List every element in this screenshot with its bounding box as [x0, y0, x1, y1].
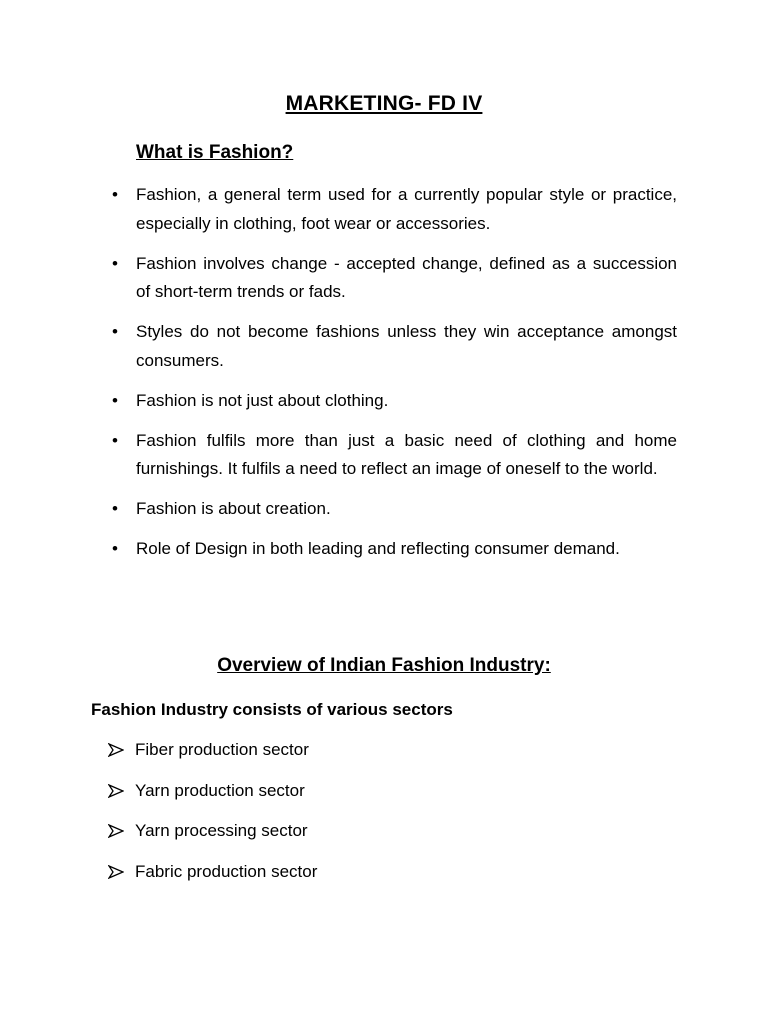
list-item	[108, 817, 317, 845]
arrow-bullet-icon	[108, 743, 124, 757]
list-item-text: Fashion involves change - accepted change, defined as a succession of short-term trends or fads.	[136, 253, 677, 301]
list-item	[112, 427, 677, 484]
list-item-text: Fabric production sector	[135, 862, 318, 882]
arrow-bullet-icon	[108, 784, 124, 798]
sectors-intro: Fashion Industry consists of various sectors	[91, 700, 453, 719]
list-item-text: Fashion fulfils more than just a basic need of clothing and home furnishings. It fulfils a need to reflect an image of oneself to the world.	[136, 430, 677, 478]
list-item	[108, 777, 317, 805]
section-heading-overview: Overview of Indian Fashion Industry:	[217, 655, 551, 676]
list-item-text: Fashion is about creation.	[136, 499, 331, 518]
list-item-text: Styles do not become fashions unless they win acceptance amongst consumers.	[136, 322, 677, 370]
bullet-dot: •	[112, 185, 118, 204]
list-item	[112, 387, 677, 416]
list-item	[112, 318, 677, 375]
list-item	[108, 858, 317, 886]
bullet-dot: •	[112, 539, 118, 558]
list-item	[108, 736, 317, 764]
list-item-text: Fashion, a general term used for a currently popular style or practice, especially in clothing, foot wear or accessories.	[136, 185, 677, 233]
bullet-dot: •	[112, 499, 118, 518]
bullet-dot: •	[112, 322, 118, 341]
list-item	[112, 495, 677, 524]
list-item	[112, 181, 677, 238]
list-item-text: Yarn production sector	[135, 780, 305, 800]
sector-list	[108, 736, 317, 899]
list-item-text: Yarn processing sector	[135, 821, 308, 841]
bullet-dot: •	[112, 253, 118, 273]
list-item	[112, 535, 677, 564]
fashion-bullet-list	[112, 181, 677, 575]
arrow-bullet-icon	[108, 824, 124, 838]
section-heading-what-is-fashion: What is Fashion?	[136, 142, 294, 163]
document-title: MARKETING- FD IV	[285, 92, 483, 115]
bullet-dot: •	[112, 390, 118, 410]
bullet-dot: •	[112, 430, 118, 450]
list-item	[112, 250, 677, 307]
list-item-text: Fashion is not just about clothing.	[136, 390, 389, 410]
list-item-text: Fiber production sector	[135, 740, 309, 759]
arrow-bullet-icon	[108, 865, 124, 879]
list-item-text: Role of Design in both leading and reflecting consumer demand.	[136, 539, 620, 558]
